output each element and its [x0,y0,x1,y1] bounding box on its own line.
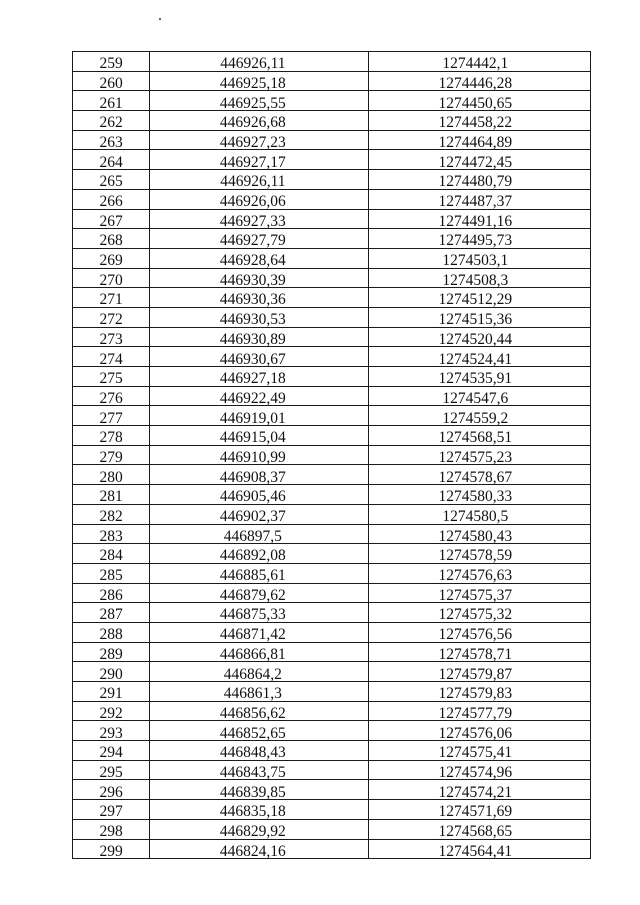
y-coordinate-cell-value: 1274547,6 [442,389,509,406]
point-number-cell-value: 271 [99,291,123,308]
y-coordinate-cell-value: 1274580,5 [442,508,509,524]
point-number-cell-value: 279 [99,448,123,465]
x-coordinate-cell [150,406,368,426]
table-row [73,465,591,485]
table-row [73,209,591,229]
point-number-cell [73,111,150,131]
table-row [73,130,591,150]
point-number-cell-value: 261 [99,94,123,111]
table-row [73,189,591,209]
y-coordinate-cell [368,839,590,859]
x-coordinate-cell-value: 446930,67 [219,350,286,367]
point-number-cell [73,563,150,583]
y-coordinate-cell-value: 1274512,29 [438,291,513,308]
y-coordinate-cell [368,445,590,465]
x-coordinate-cell-value: 446824,16 [219,842,286,859]
y-coordinate-cell [368,406,590,426]
point-number-cell [73,347,150,367]
point-number-cell-value: 274 [99,350,123,367]
x-coordinate-cell [150,642,368,662]
point-number-cell-value: 289 [99,645,123,662]
y-coordinate-cell-value: 1274576,56 [438,626,513,643]
x-coordinate-cell-value: 446879,62 [219,586,286,603]
point-number-cell-value: 275 [99,370,123,387]
table-row [73,229,591,249]
point-number-cell-value: 294 [99,744,123,761]
x-coordinate-cell-value: 446908,37 [219,468,286,485]
point-number-cell-value: 269 [99,252,123,269]
y-coordinate-cell-value: 1274578,59 [438,547,513,564]
x-coordinate-cell [150,682,368,702]
y-coordinate-cell [368,347,590,367]
point-number-cell-value: 280 [99,468,123,485]
table-row [73,307,591,327]
point-number-cell-value: 268 [99,232,123,249]
x-coordinate-cell-value: 446922,49 [219,389,286,406]
point-number-cell-value: 281 [99,488,123,505]
x-coordinate-cell-value: 446885,61 [219,567,286,584]
point-number-cell [73,209,150,229]
table-row [73,327,591,347]
y-coordinate-cell-value: 1274576,63 [438,567,513,584]
point-number-cell-value: 299 [99,842,123,859]
y-coordinate-cell-value: 1274464,89 [438,133,513,150]
point-number-cell-value: 295 [99,763,123,780]
x-coordinate-cell-value: 446897,5 [223,527,282,544]
point-number-cell [73,642,150,662]
table-row [73,71,591,91]
point-number-cell-value: 284 [99,547,123,564]
x-coordinate-cell [150,603,368,623]
x-coordinate-cell-value: 446871,42 [219,626,286,643]
y-coordinate-cell [368,682,590,702]
table-row [73,563,591,583]
y-coordinate-cell-value: 1274442,1 [442,55,509,72]
x-coordinate-cell [150,544,368,564]
point-number-cell [73,268,150,288]
point-number-cell [73,465,150,485]
table-row [73,642,591,662]
point-number-cell-value: 298 [99,823,123,839]
x-coordinate-cell [150,189,368,209]
y-coordinate-cell [368,386,590,406]
y-coordinate-cell-value: 1274580,33 [438,488,513,505]
x-coordinate-cell [150,760,368,780]
x-coordinate-cell [150,524,368,544]
y-coordinate-cell-value: 1274446,28 [438,74,513,91]
point-number-cell-value: 293 [99,724,123,741]
table-row [73,111,591,131]
y-coordinate-cell [368,662,590,682]
x-coordinate-cell-value: 446930,36 [219,291,286,308]
table-row [73,800,591,820]
y-coordinate-cell-value: 1274535,91 [438,370,513,387]
point-number-cell [73,229,150,249]
point-number-cell-value: 264 [99,153,123,170]
y-coordinate-cell-value: 1274568,51 [438,429,513,446]
y-coordinate-cell [368,485,590,505]
table-row [73,347,591,367]
point-number-cell-value: 291 [99,685,123,702]
x-coordinate-cell [150,445,368,465]
point-number-cell-value: 292 [99,704,123,721]
point-number-cell [73,445,150,465]
point-number-cell [73,524,150,544]
y-coordinate-cell [368,268,590,288]
point-number-cell [73,248,150,268]
y-coordinate-cell-value: 1274503,1 [442,252,509,269]
y-coordinate-cell [368,170,590,190]
point-number-cell [73,839,150,859]
x-coordinate-cell [150,701,368,721]
point-number-cell [73,800,150,820]
x-coordinate-cell [150,622,368,642]
y-coordinate-cell [368,248,590,268]
table-row [73,386,591,406]
x-coordinate-cell-value: 446875,33 [219,606,286,623]
y-coordinate-cell-value: 1274580,43 [438,527,513,544]
y-coordinate-cell [368,189,590,209]
x-coordinate-cell-value: 446861,3 [223,685,282,702]
table-row [73,504,591,524]
point-number-cell [73,780,150,800]
x-coordinate-cell-value: 446905,46 [219,488,286,505]
point-number-cell [73,603,150,623]
y-coordinate-cell-value: 1274578,71 [438,645,513,662]
table-row [73,485,591,505]
x-coordinate-cell-value: 446930,39 [219,271,286,288]
point-number-cell-value: 282 [99,508,123,524]
x-coordinate-cell [150,52,368,72]
x-coordinate-cell [150,130,368,150]
y-coordinate-cell [368,465,590,485]
y-coordinate-cell-value: 1274491,16 [438,212,513,229]
x-coordinate-cell [150,485,368,505]
y-coordinate-cell-value: 1274480,79 [438,173,513,190]
point-number-cell-value: 266 [99,193,123,209]
y-coordinate-cell [368,71,590,91]
x-coordinate-cell-value: 446926,06 [219,193,286,209]
x-coordinate-cell [150,307,368,327]
x-coordinate-cell [150,367,368,387]
y-coordinate-cell [368,583,590,603]
x-coordinate-cell-value: 446839,85 [219,783,286,800]
table-row [73,524,591,544]
point-number-cell-value: 285 [99,567,123,584]
x-coordinate-cell-value: 446927,18 [219,370,286,387]
table-row [73,544,591,564]
y-coordinate-cell-value: 1274574,21 [438,783,513,800]
x-coordinate-cell-value: 446928,64 [219,252,286,269]
table-row [73,839,591,859]
y-coordinate-cell [368,130,590,150]
y-coordinate-cell [368,367,590,387]
point-number-cell [73,544,150,564]
x-coordinate-cell-value: 446829,92 [219,823,286,839]
point-number-cell [73,622,150,642]
x-coordinate-cell [150,150,368,170]
table-row [73,426,591,446]
y-coordinate-cell [368,327,590,347]
point-number-cell-value: 262 [99,114,123,131]
x-coordinate-cell-value: 446930,53 [219,311,286,328]
x-coordinate-cell-value: 446927,33 [219,212,286,229]
y-coordinate-cell [368,91,590,111]
point-number-cell-value: 283 [99,527,123,544]
y-coordinate-cell-value: 1274568,65 [438,823,513,839]
x-coordinate-cell [150,229,368,249]
point-number-cell [73,662,150,682]
x-coordinate-cell-value: 446925,18 [219,74,286,91]
x-coordinate-cell-value: 446864,2 [223,665,282,682]
point-number-cell [73,583,150,603]
x-coordinate-cell [150,563,368,583]
x-coordinate-cell [150,583,368,603]
y-coordinate-cell [368,642,590,662]
x-coordinate-cell-value: 446919,01 [219,409,286,426]
x-coordinate-cell-value: 446926,68 [219,114,286,131]
x-coordinate-cell [150,71,368,91]
table-row [73,445,591,465]
y-coordinate-cell-value: 1274575,41 [438,744,513,761]
x-coordinate-cell-value: 446925,55 [219,94,286,111]
x-coordinate-cell [150,111,368,131]
point-number-cell-value: 288 [99,626,123,643]
point-number-cell [73,189,150,209]
table-row [73,741,591,761]
y-coordinate-cell-value: 1274487,37 [438,193,513,209]
point-number-cell-value: 267 [99,212,123,229]
y-coordinate-cell [368,229,590,249]
point-number-cell-value: 259 [99,55,123,72]
x-coordinate-cell-value: 446930,89 [219,330,286,347]
y-coordinate-cell-value: 1274458,22 [438,114,513,131]
point-number-cell [73,288,150,308]
y-coordinate-cell [368,307,590,327]
y-coordinate-cell [368,111,590,131]
y-coordinate-cell [368,544,590,564]
table-row [73,406,591,426]
point-number-cell [73,367,150,387]
point-number-cell-value: 290 [99,665,123,682]
x-coordinate-cell [150,170,368,190]
y-coordinate-cell [368,800,590,820]
table-row [73,780,591,800]
table-row [73,268,591,288]
y-coordinate-cell [368,819,590,839]
x-coordinate-cell [150,209,368,229]
point-number-cell [73,760,150,780]
y-coordinate-cell [368,288,590,308]
y-coordinate-cell-value: 1274495,73 [438,232,513,249]
point-number-cell [73,504,150,524]
point-number-cell [73,721,150,741]
y-coordinate-cell-value: 1274520,44 [438,330,513,347]
y-coordinate-cell [368,209,590,229]
y-coordinate-cell-value: 1274577,79 [438,704,513,721]
x-coordinate-cell [150,839,368,859]
table-row [73,682,591,702]
x-coordinate-cell-value: 446835,18 [219,803,286,820]
x-coordinate-cell [150,819,368,839]
x-coordinate-cell [150,662,368,682]
point-number-cell [73,485,150,505]
point-number-cell-value: 276 [99,389,123,406]
scan-speck [159,18,161,20]
x-coordinate-cell-value: 446892,08 [219,547,286,564]
x-coordinate-cell [150,426,368,446]
x-coordinate-cell [150,800,368,820]
x-coordinate-cell-value: 446848,43 [219,744,286,761]
table-row [73,91,591,111]
point-number-cell [73,71,150,91]
y-coordinate-cell-value: 1274515,36 [438,311,513,328]
y-coordinate-cell [368,701,590,721]
point-number-cell [73,307,150,327]
y-coordinate-cell-value: 1274559,2 [442,409,509,426]
y-coordinate-cell [368,504,590,524]
point-number-cell-value: 270 [99,271,123,288]
point-number-cell-value: 287 [99,606,123,623]
point-number-cell-value: 272 [99,311,123,328]
table-row [73,819,591,839]
table-row [73,721,591,741]
table-row [73,701,591,721]
x-coordinate-cell-value: 446927,79 [219,232,286,249]
x-coordinate-cell [150,347,368,367]
y-coordinate-cell [368,52,590,72]
y-coordinate-cell-value: 1274575,37 [438,586,513,603]
point-number-cell [73,150,150,170]
point-number-cell [73,170,150,190]
coordinates-table [72,51,591,859]
point-number-cell [73,130,150,150]
table-row [73,622,591,642]
y-coordinate-cell [368,150,590,170]
y-coordinate-cell-value: 1274524,41 [438,350,513,367]
y-coordinate-cell-value: 1274472,45 [438,153,513,170]
table-row [73,662,591,682]
y-coordinate-cell-value: 1274576,06 [438,724,513,741]
table-row [73,367,591,387]
coordinates-table-body [73,52,591,859]
x-coordinate-cell-value: 446926,11 [220,55,286,72]
y-coordinate-cell [368,780,590,800]
point-number-cell-value: 263 [99,133,123,150]
point-number-cell-value: 278 [99,429,123,446]
y-coordinate-cell-value: 1274579,87 [438,665,513,682]
x-coordinate-cell [150,504,368,524]
y-coordinate-cell-value: 1274575,23 [438,448,513,465]
point-number-cell-value: 277 [99,409,123,426]
y-coordinate-cell [368,741,590,761]
x-coordinate-cell-value: 446902,37 [219,508,286,524]
table-row [73,248,591,268]
x-coordinate-cell [150,386,368,406]
point-number-cell [73,52,150,72]
x-coordinate-cell [150,465,368,485]
x-coordinate-cell-value: 446866,81 [219,645,286,662]
table-row [73,170,591,190]
point-number-cell-value: 296 [99,783,123,800]
x-coordinate-cell [150,780,368,800]
y-coordinate-cell-value: 1274571,69 [438,803,513,820]
y-coordinate-cell-value: 1274574,96 [438,763,513,780]
x-coordinate-cell [150,248,368,268]
point-number-cell [73,91,150,111]
x-coordinate-cell [150,91,368,111]
x-coordinate-cell-value: 446910,99 [219,448,286,465]
point-number-cell-value: 265 [99,173,123,190]
x-coordinate-cell [150,327,368,347]
point-number-cell [73,819,150,839]
y-coordinate-cell-value: 1274508,3 [442,271,509,288]
table-row [73,603,591,623]
table-row [73,760,591,780]
x-coordinate-cell-value: 446927,17 [219,153,286,170]
point-number-cell-value: 260 [99,74,123,91]
y-coordinate-cell-value: 1274579,83 [438,685,513,702]
x-coordinate-cell-value: 446926,11 [220,173,286,190]
point-number-cell [73,406,150,426]
point-number-cell [73,426,150,446]
point-number-cell-value: 297 [99,803,123,820]
y-coordinate-cell [368,426,590,446]
y-coordinate-cell-value: 1274564,41 [438,842,513,859]
x-coordinate-cell-value: 446915,04 [219,429,286,446]
table-row [73,52,591,72]
x-coordinate-cell-value: 446927,23 [219,133,286,150]
table-row [73,288,591,308]
y-coordinate-cell-value: 1274578,67 [438,468,513,485]
table-row [73,583,591,603]
point-number-cell [73,386,150,406]
x-coordinate-cell [150,268,368,288]
y-coordinate-cell [368,563,590,583]
point-number-cell-value: 286 [99,586,123,603]
x-coordinate-cell [150,741,368,761]
point-number-cell [73,327,150,347]
x-coordinate-cell [150,721,368,741]
point-number-cell-value: 273 [99,330,123,347]
y-coordinate-cell [368,524,590,544]
y-coordinate-cell [368,603,590,623]
y-coordinate-cell-value: 1274575,32 [438,606,513,623]
x-coordinate-cell-value: 446843,75 [219,763,286,780]
x-coordinate-cell [150,288,368,308]
x-coordinate-cell-value: 446852,65 [219,724,286,741]
point-number-cell [73,701,150,721]
y-coordinate-cell [368,721,590,741]
y-coordinate-cell [368,622,590,642]
point-number-cell [73,741,150,761]
table-row [73,150,591,170]
point-number-cell [73,682,150,702]
x-coordinate-cell-value: 446856,62 [219,704,286,721]
y-coordinate-cell-value: 1274450,65 [438,94,513,111]
y-coordinate-cell [368,760,590,780]
